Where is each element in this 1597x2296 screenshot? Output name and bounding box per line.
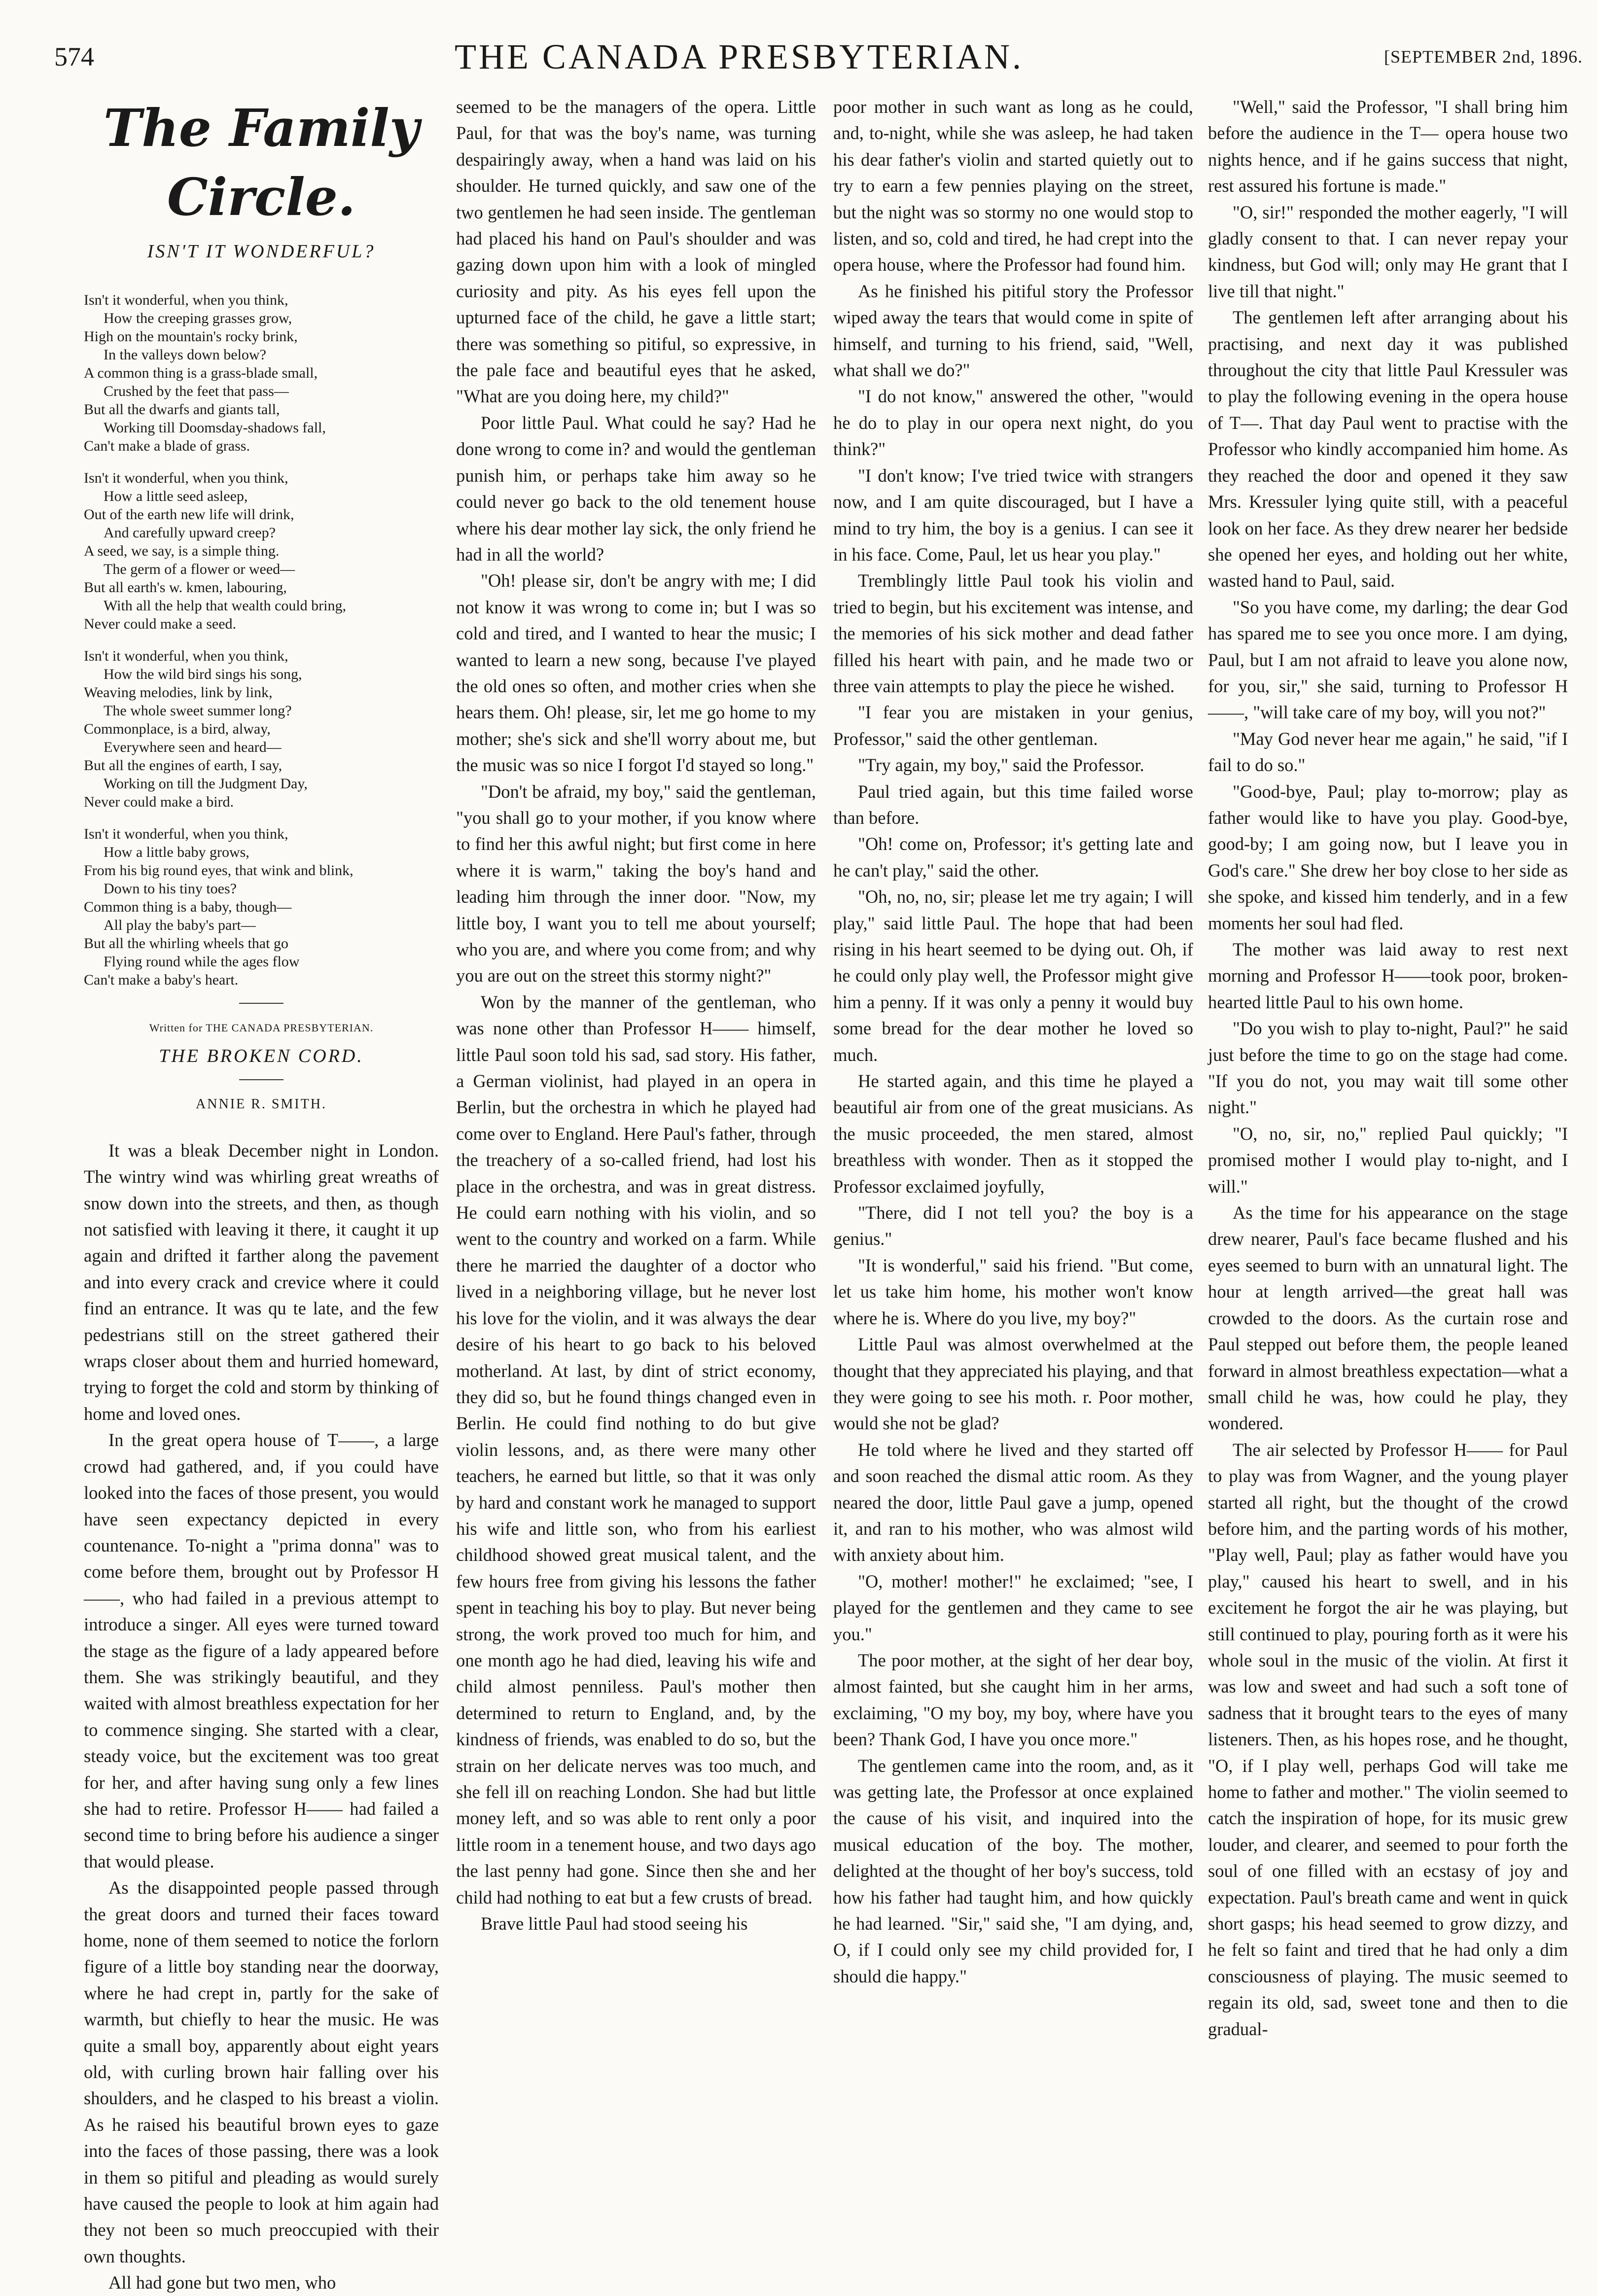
paragraph: Won by the manner of the gentleman, who was none other than Professor H—— himself, little Paul soon told his sad, sad story. His father, a German violinist, had played in an opera in Berlin, but the orchestra in which he played had come over to England. Here Paul's father, through the treachery of a so-called friend, had lost his place in the orchestra, and was in great distress. He could earn nothing with his violin, and so went to the country and worked on a farm. While there he married the daughter of a doctor who lived in a neighboring village, but he never lost his love for the violin, and it was always the dear desire of his heart to go back to his beloved motherland. At last, by dint of strict economy, they did so, but he found things changed even in Berlin. He could find nothing to do but give violin lessons, and, as there were many other teachers, he earned but little, so that it was only by hard and constant work he managed to support his wife and little son, who from his earliest childhood showed great musical talent, and the few hours free from giving his lessons the father spent in teaching his boy to play. But never being strong, the work proved too much for him, and one month ago he had died, leaving his wife and child almost penniless. Paul's mother then determined to return to England, and, by the kindness of friends, was enabled to do so, but the strain on her delicate nerves was too much, and she fell ill on reaching London. She had but little money left, and so was able to rent only a poor little room in a tenement house, and two days ago the last penny had gone. Since then she and her child had nothing to eat but a few crusts of bread. bbox=[456, 991, 816, 1907]
poem-line: But all the whirling wheels that go bbox=[84, 935, 288, 952]
poem-line: The germ of a flower or weed— bbox=[104, 561, 295, 577]
poem-title: ISN'T IT WONDERFUL? bbox=[147, 241, 376, 262]
poem-line: Never could make a seed. bbox=[84, 616, 237, 632]
paragraph: It was a bleak December night in London. The wintry wind was whirling great wreaths of snow down into the streets, and then, as though not satisfied with leaving it there, it caught it up again and drifted it farther along the pavement and into every crack and crevice where it could find an entrance. It was qu te late, and the few pedestrians still on the street gathered their wraps closer about them and hurried homeward, trying to forget the cold and storm by thinking of home and loved ones. bbox=[84, 1140, 439, 1424]
paragraph: As the time for his appearance on the stage drew nearer, Paul's face became flushed and his eyes seemed to burn with an unnatural light. The hour at length arrived—the great hall was crowded to the doors. As the curtain rose and Paul stepped out before them, the people leaned forward in almost breathless expectation—what a small child he was, how could he play, they wondered. bbox=[1208, 1202, 1568, 1434]
paragraph: "There, did I not tell you? the boy is a genius." bbox=[833, 1202, 1193, 1249]
poem-line: But all the dwarfs and giants tall, bbox=[84, 401, 280, 418]
poem-stanza bbox=[84, 469, 439, 633]
paragraph: All had gone but two men, who bbox=[108, 2272, 336, 2293]
paragraph: "Well," said the Professor, "I shall bring him before the audience in the T— opera house two nights hence, and if he gains success that night, rest assured his fortune is made." bbox=[1208, 97, 1568, 196]
column-3 bbox=[833, 94, 1193, 2214]
poem-line: But all the engines of earth, I say, bbox=[84, 757, 283, 774]
poem-line: But all earth's w. kmen, labouring, bbox=[84, 579, 287, 596]
paragraph: "I fear you are mistaken in your genius, Professor," said the other gentleman. bbox=[833, 702, 1193, 749]
paragraph: "It is wonderful," said his friend. "But come, let us take him home, his mother won't know where he is. Where do you live, my boy?" bbox=[833, 1255, 1193, 1328]
poem-line: In the valleys down below? bbox=[104, 347, 266, 363]
poem-line: Flying round while the ages flow bbox=[104, 954, 300, 970]
poem-line: Isn't it wonderful, when you think, bbox=[84, 826, 288, 842]
paragraph: "I do not know," answered the other, "would he do to play in our opera next night, do you think?" bbox=[833, 386, 1193, 459]
paragraph: "I don't know; I've tried twice with strangers now, and I am quite discouraged, but I have a mind to try him, the boy is a genius. I can see it in his face. Come, Paul, let us hear you play." bbox=[833, 465, 1193, 565]
poem-line: A common thing is a grass-blade small, bbox=[84, 365, 318, 381]
poem-line: Isn't it wonderful, when you think, bbox=[84, 648, 288, 664]
poem-line: Out of the earth new life will drink, bbox=[84, 506, 294, 523]
poem-line: How the creeping grasses grow, bbox=[104, 310, 292, 326]
poem-line: A seed, we say, is a simple thing. bbox=[84, 543, 280, 559]
story-title: THE BROKEN CORD. bbox=[159, 1046, 364, 1067]
paragraph: "Do you wish to play to-night, Paul?" he said just before the time to go on the stage had come. "If you do not, you may wait till some other night." bbox=[1208, 1018, 1568, 1118]
paragraph: seemed to be the managers of the opera. Little Paul, for that was the boy's name, was turning despairingly away, when a hand was laid on his shoulder. He turned quickly, and saw one of the two gentlemen he had seen inside. The gentleman had placed his hand on Paul's shoulder and was gazing down upon him with a look of mingled curiosity and pity. As his eyes fell upon the upturned face of the child, he gave a little start; there was something so pitiful, so expressive, in the pale face and beautiful eyes that he asked, "What are you doing here, my child?" bbox=[456, 97, 816, 407]
masthead bbox=[54, 30, 1583, 84]
poem-line: How a little baby grows, bbox=[104, 844, 249, 860]
poem-line: The whole sweet summer long? bbox=[104, 703, 292, 719]
poem-line: Working on till the Judgment Day, bbox=[104, 776, 308, 792]
paragraph: Poor little Paul. What could he say? Had he done wrong to come in? and would the gentleman punish him, or perhaps take him away so he could never go back to the old tenement house where his dear mother lay sick, the only friend he had in all the world? bbox=[456, 412, 816, 565]
divider bbox=[239, 1079, 284, 1080]
issue-date: [SEPTEMBER 2nd, 1896. bbox=[1384, 47, 1583, 67]
paragraph: poor mother in such want as long as he could, and, to-night, while she was asleep, he had taken his dear father's violin and started quietly out to try to earn a few pennies playing on the street, but the night was so stormy no one would stop to listen, and so, cold and tired, he had crept into the opera house, where the Professor had found him. bbox=[833, 97, 1193, 275]
poem-line: High on the mountain's rocky brink, bbox=[84, 328, 298, 345]
poem-line: Can't make a baby's heart. bbox=[84, 972, 239, 988]
poem-stanza bbox=[84, 825, 439, 989]
paper-title: THE CANADA PRESBYTERIAN. bbox=[454, 36, 1024, 76]
divider bbox=[239, 1003, 284, 1004]
paragraph: "So you have come, my darling; the dear God has spared me to see you once more. I am dying, Paul, but I am not afraid to leave you alone now, for you, sir," she said, turning to Professor H——, "will take care of my boy, will you not?" bbox=[1208, 597, 1568, 723]
poem-line: Isn't it wonderful, when you think, bbox=[84, 292, 288, 308]
paragraph: He told where he lived and they started off and soon reached the dismal attic room. As they neared the door, little Paul gave a jump, opened it, and ran to his mother, who was almost wild with anxiety about him. bbox=[833, 1439, 1193, 1565]
paragraph: The mother was laid away to rest next morning and Professor H——took poor, broken-hearted little Paul to his own home. bbox=[1208, 939, 1568, 1012]
poem-line: How the wild bird sings his song, bbox=[104, 666, 302, 682]
paragraph: Tremblingly little Paul took his violin and tried to begin, but his excitement was intense, and the memories of his sick mother and dead father filled his heart with pain, and he made two or three vain attempts to play the piece he wished. bbox=[833, 570, 1193, 696]
paragraph: As the disappointed people passed through the great doors and turned their faces toward home, none of them seemed to notice the forlorn figure of a little boy standing near the doorway, where he had crept in, partly for the sake of warmth, but chiefly to hear the music. He was quite a small boy, apparently about eight years old, with curling brown hair falling over his shoulders, and he clasped to his breast a violin. As he raised his beautiful brown eyes to gaze into the faces of those passing, there was a look in them so pitiful and pleading as would surely have caused the people to look at him again had they not been so much preoccupied with their own thoughts. bbox=[84, 1877, 439, 2266]
paragraph: "Good-bye, Paul; play to-morrow; play as father would like to have you play. Good-bye, good-by; I am going now, but I leave you in God's care." She drew her boy close to her side as she spoke, and kissed him tenderly, and in a few moments her soul had fled. bbox=[1208, 781, 1568, 933]
paragraph: "Oh! please sir, don't be angry with me; I did not know it was wrong to come in; but I was so cold and tired, and I wanted to hear the music; I wanted to learn a new song, because I've played the old ones so often, and mother cries when she hears them. Oh! please, sir, let me go home to my mother; she's sick and she'll worry about me, but the music was so nice I forgot I'd stayed so long." bbox=[456, 570, 816, 776]
poem-line: With all the help that wealth could bring, bbox=[104, 598, 346, 614]
poem-line: Weaving melodies, link by link, bbox=[84, 684, 273, 701]
paragraph: "O, mother! mother!" he exclaimed; "see, I played for the gentlemen and they came to see you." bbox=[833, 1571, 1193, 1644]
column-4 bbox=[1208, 94, 1568, 2214]
poem-line: From his big round eyes, that wink and blink, bbox=[84, 862, 354, 879]
poem-stanza bbox=[84, 291, 439, 455]
story-author: ANNIE R. SMITH. bbox=[196, 1096, 327, 1112]
written-for-note: Written for THE CANADA PRESBYTERIAN. bbox=[149, 1022, 374, 1034]
poem-line: And carefully upward creep? bbox=[104, 525, 276, 541]
poem-line: Crushed by the feet that pass— bbox=[104, 383, 289, 399]
paragraph: "Oh, no, no, sir; please let me try again; I will play," said little Paul. The hope that had been rising in his heart seemed to be dying out. Oh, if he could only play well, the Professor might give him a penny. If it was only a penny it would buy some bread for the dear mother he loved so much. bbox=[833, 886, 1193, 1065]
story-text-col1 bbox=[84, 1137, 439, 2296]
paragraph: The air selected by Professor H—— for Paul to play was from Wagner, and the young player started all right, but the thought of the crowd before him, and the parting words of his mother, "Play well, Paul; play as father would have you play," caused his heart to swell, and in his excitement he forgot the air he was playing, but still continued to play, pouring forth as it were his whole soul in the music of the violin. At first it was low and sweet and had such a soft tone of sadness that it brought tears to the eyes of many listeners. Then, as his hopes rose, and he thought, "O, if I play well, perhaps God will take me home to father and mother." The violin seemed to catch the inspiration of hope, for its music grew louder, and clearer, and seemed to pour forth the soul of one filled with an ecstasy of joy and expectation. Paul's breath came and went in quick short gasps; his head seemed to grow dizzy, and he felt so faint and tired that he had only a dim consciousness of playing. The music seemed to regain its old, sad, sweet tone and then to die gradual- bbox=[1208, 1439, 1568, 2039]
paragraph: "O, sir!" responded the mother eagerly, "I will gladly consent to that. I can never repay your kindness, but God will; only may He grant that I live till that night." bbox=[1208, 202, 1568, 301]
poem-stanza bbox=[84, 647, 439, 811]
paragraph: In the great opera house of T——, a large crowd had gathered, and, if you could have looked into the faces of those present, you would have seen expectancy depicted in every countenance. To-night a "prima donna" was to come before them, brought out by Professor H——, who had failed in a previous attempt to introduce a singer. All eyes were turned toward the stage as the figure of a lady appeared before them. She was strikingly beautiful, and they waited with almost breathless expectation for her to commence singing. She started with a clear, steady voice, but the excitement was too great for her, and after having sung only a few lines she had to retire. Professor H—— had failed a second time to bring before his audience a singer that would please. bbox=[84, 1430, 439, 1872]
poem-line: Common thing is a baby, though— bbox=[84, 899, 292, 915]
paragraph: "May God never hear me again," he said, "if I fail to do so." bbox=[1208, 728, 1568, 776]
paragraph: Little Paul was almost overwhelmed at the thought that they appreciated his playing, and that they were going to see his moth. r. Poor mother, would she not be glad? bbox=[833, 1334, 1193, 1434]
paragraph: He started again, and this time he played a beautiful air from one of the great musicians. As the music proceeded, the men stared, almost breathless with wonder. Then as it stopped the Professor exclaimed joyfully, bbox=[833, 1071, 1193, 1197]
paragraph: Paul tried again, but this time failed worse than before. bbox=[833, 781, 1193, 828]
poem-line: Isn't it wonderful, when you think, bbox=[84, 470, 288, 486]
page-number: 574 bbox=[54, 42, 94, 71]
paragraph: "O, no, sir, no," replied Paul quickly; "I promised mother I would play to-night, and I will." bbox=[1208, 1123, 1568, 1197]
poem-line: Commonplace, is a bird, alway, bbox=[84, 721, 271, 737]
poem-line: Everywhere seen and heard— bbox=[104, 739, 282, 755]
paragraph: The gentlemen left after arranging about his practising, and next day it was published throughout the city that little Paul Kressuler was to play the following evening in the opera house of T—. That day Paul went to practise with the Professor who kindly accompanied him home. As they reached the door and opened it they saw Mrs. Kressuler lying quite still, with a peaceful look on her face. As they drew nearer her bedside she opened her eyes, and holding out her white, wasted hand to Paul, said. bbox=[1208, 307, 1568, 591]
paragraph: The poor mother, at the sight of her dear boy, almost fainted, but she caught him in her arms, exclaiming, "O my boy, my boy, where have you been? Thank God, I have you once more." bbox=[833, 1650, 1193, 1750]
poem-line: Working till Doomsday-shadows fall, bbox=[104, 420, 326, 436]
paragraph: "Try again, my boy," said the Professor. bbox=[858, 755, 1144, 776]
poem-line: How a little seed asleep, bbox=[104, 488, 248, 504]
paragraph: The gentlemen came into the room, and, as it was getting late, the Professor at once explained the cause of his visit, and inquired into the musical education of the boy. The mother, delighted at the thought of her boy's success, told how his father had taught him, and how quickly he had learned. "Sir," said she, "I am dying, and, O, if I could only see my child provided for, I should die happy." bbox=[833, 1755, 1193, 1986]
poem bbox=[84, 291, 439, 989]
column-1 bbox=[84, 94, 439, 2293]
section-title: The Family Circle. bbox=[103, 98, 420, 227]
poem-line: Never could make a bird. bbox=[84, 794, 234, 810]
paragraph: Brave little Paul had stood seeing his bbox=[481, 1913, 748, 1934]
poem-line: Can't make a blade of grass. bbox=[84, 438, 250, 454]
poem-line: All play the baby's part— bbox=[104, 917, 256, 933]
paragraph: As he finished his pitiful story the Professor wiped away the tears that would come in spite of himself, and turning to his friend, said, "Well, what shall we do?" bbox=[833, 281, 1193, 381]
paragraph: "Don't be afraid, my boy," said the gentleman, "you shall go to your mother, if you know where to find her this awful night; but first come in here where it is warm," taking the boy's hand and leading him through the inner door. "Now, my little boy, I want you to tell me about yourself; who you are, and where you come from; and why you are out on the street this stormy night?" bbox=[456, 781, 816, 986]
poem-line: Down to his tiny toes? bbox=[104, 881, 237, 897]
column-2 bbox=[456, 94, 816, 2214]
paragraph: "Oh! come on, Professor; it's getting late and he can't play," said the other. bbox=[833, 834, 1193, 881]
